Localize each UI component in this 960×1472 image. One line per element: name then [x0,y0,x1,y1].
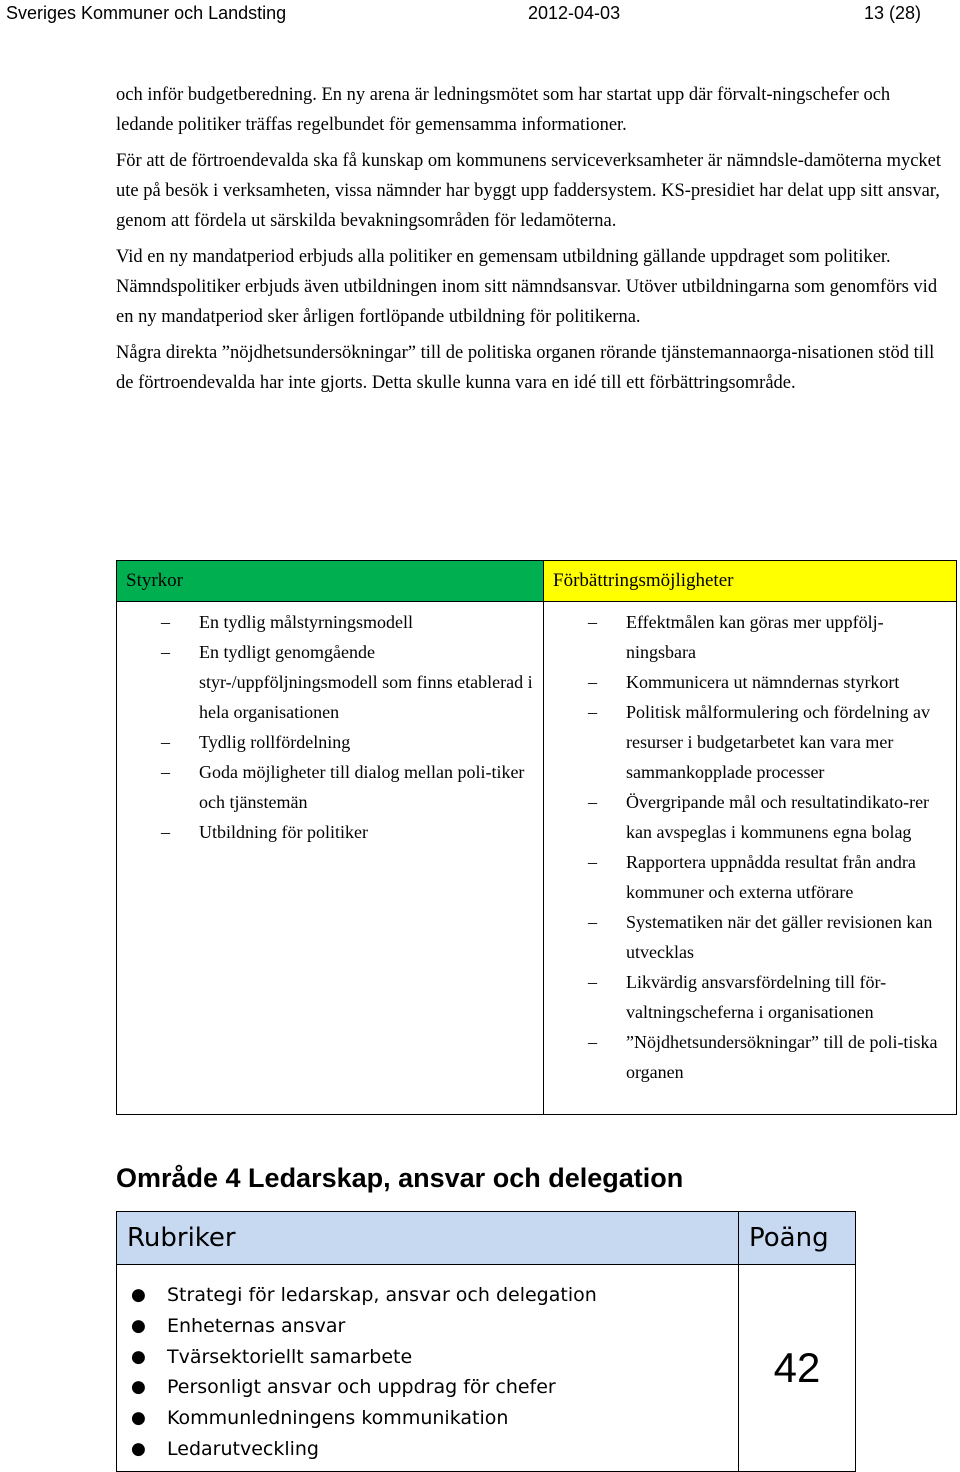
paragraph-surveys: Några direkta ”nöjdhetsundersökningar” till de politiska organen rörande tjänstemannaorga-nisationen stöd till de förtroendevalda har inte gjorts. Detta skulle kunna vara en idé till ett förbättringsområde. [116,343,935,393]
list-item: – Utbildning för politiker [199,817,535,847]
section-heading: Område 4 Ledarskap, ansvar och delegation [116,1163,684,1193]
dash-bullet: – [588,612,597,632]
list-item: – ”Nöjdhetsundersökningar” till de poli-tiska organen [626,1027,948,1087]
dash-bullet: – [588,672,597,692]
bullet-icon: ● [131,1315,146,1336]
list-item: ● Personligt ansvar och uppdrag för chefer [167,1372,738,1403]
list-item: – Rapportera uppnådda resultat från andra kommuner och externa utförare [626,847,948,907]
dash-bullet: – [588,1032,597,1052]
list-item: – En tydligt genomgående styr-/uppföljningsmodell som finns etablerad i hela organisationen [199,637,535,727]
dash-bullet: – [588,852,597,872]
improvements-header: Förbättringsmöjligheter [544,561,957,602]
list-item: – Goda möjligheter till dialog mellan poli-tiker och tjänstemän [199,757,535,817]
header-date: 2012-04-03 [528,3,621,23]
score-value: 42 [739,1265,856,1472]
bullet-icon: ● [131,1346,146,1367]
list-item: ● Ledarutveckling [167,1434,738,1465]
dash-bullet: – [588,792,597,812]
list-item: – Effektmålen kan göras mer uppfölj-ningsbara [626,607,948,667]
header-organization: Sveriges Kommuner och Landsting [6,3,287,23]
rubric-list [117,1265,738,1471]
dash-bullet: – [161,762,170,782]
list-item: ● Strategi för ledarskap, ansvar och delegation [167,1280,738,1311]
dash-bullet: – [588,702,597,722]
list-item: ● Tvärsektoriellt samarbete [167,1342,738,1373]
bullet-icon: ● [131,1285,146,1305]
rubriker-header: Rubriker [117,1212,739,1265]
bullet-icon: ● [131,1377,146,1398]
list-item: ● Enheternas ansvar [167,1311,738,1342]
list-item: – Tydlig rollfördelning [199,727,535,757]
list-item: – Kommunicera ut nämndernas styrkort [626,667,948,697]
dash-bullet: – [161,642,170,662]
strengths-list [117,602,543,855]
paragraph-training: Vid en ny mandatperiod erbjuds alla politiker en gemensam utbildning gällande uppdraget som politiker. Nämndspolitiker erbjuds även utbildningen inom sitt nämndsansvar. Utöver utbildningarna som genomförs vid en ny mandatperiod sker årligen fortlöpande utbildning för politikerna. [116,247,938,327]
list-item: – Systematiken när det gäller revisionen kan utvecklas [626,907,948,967]
list-item: – En tydlig målstyrningsmodell [199,607,535,637]
poang-header: Poäng [739,1212,856,1265]
strengths-improvements-table [116,560,957,1115]
bullet-icon: ● [131,1438,146,1459]
dash-bullet: – [161,612,170,632]
list-item: – Övergripande mål och resultatindikato-rer kan avspeglas i kommunens egna bolag [626,787,948,847]
bullet-icon: ● [131,1408,146,1429]
strengths-header: Styrkor [117,561,544,602]
dash-bullet: – [161,822,170,842]
list-item: – Likvärdig ansvarsfördelning till för-valtningscheferna i organisationen [626,967,948,1027]
dash-bullet: – [588,912,597,932]
header-page-number: 13 (28) [864,3,922,23]
rubric-table [116,1211,856,1472]
improvements-list [544,602,956,1095]
list-item: ● Kommunledningens kommunikation [167,1403,738,1434]
paragraph-budget: och inför budgetberedning. En ny arena är ledningsmötet som har startat upp där förvalt-ningschefer och ledande politiker träffas regelbundet för gemensamma informationer. [116,85,891,135]
dash-bullet: – [161,732,170,752]
page-header [0,0,960,24]
paragraph-knowledge: För att de förtroendevalda ska få kunskap om kommunens serviceverksamheter är nämndsle-damöterna mycket ute på besök i verksamheten, vissa nämnder har byggt upp faddersystem. KS-presidiet har delat upp sitt ansvar, genom att fördela ut särskilda bevakningsområden för ledamöterna. [116,151,942,231]
body-text [116,80,946,398]
list-item: – Politisk målformulering och fördelning av resurser i budgetarbetet kan vara mer sammankopplade processer [626,697,948,787]
dash-bullet: – [588,972,597,992]
